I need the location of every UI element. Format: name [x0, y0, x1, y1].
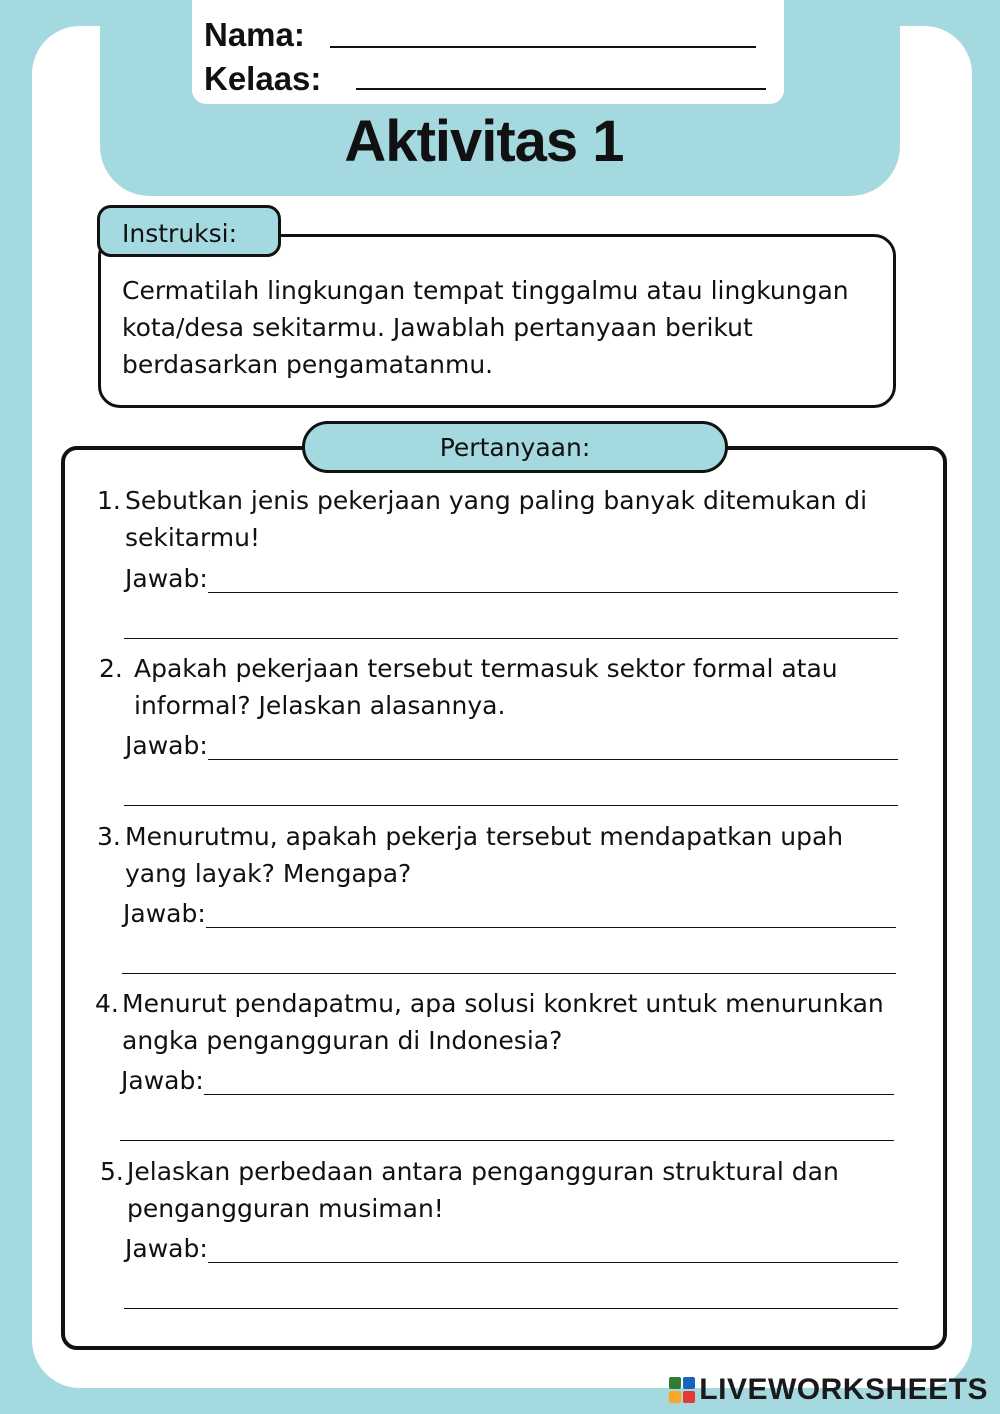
answer-line[interactable] [120, 1140, 894, 1141]
question-line: Apakah pekerjaan tersebut termasuk sektor formal atau [134, 654, 838, 683]
instruction-line: kota/desa sekitarmu. Jawablah pertanyaan berikut [122, 313, 753, 342]
answer-line[interactable] [122, 973, 896, 974]
question-text [125, 482, 905, 556]
answer-line[interactable] [208, 592, 898, 593]
question-line: Menurutmu, apakah pekerja tersebut mendapatkan upah [125, 822, 844, 851]
question-number: 5. [100, 1157, 124, 1186]
question-line: angka pengangguran di Indonesia? [122, 1026, 563, 1055]
question-text [134, 650, 914, 724]
answer-line[interactable] [208, 1262, 898, 1263]
logo-square [683, 1377, 695, 1389]
question-line: Sebutkan jenis pekerjaan yang paling banyak ditemukan di [125, 486, 868, 515]
question-number: 1. [97, 486, 121, 515]
answer-label: Jawab: [121, 1066, 204, 1095]
logo-square [669, 1377, 681, 1389]
logo-square [669, 1391, 681, 1403]
answer-line[interactable] [206, 927, 896, 928]
question-number: 4. [95, 989, 119, 1018]
question-text [122, 985, 902, 1059]
answer-label: Jawab: [125, 731, 208, 760]
liveworksheets-brand[interactable] [669, 1374, 988, 1406]
question-line: Menurut pendapatmu, apa solusi konkret untuk menurunkan [122, 989, 884, 1018]
question-number: 2. [99, 654, 123, 683]
answer-label: Jawab: [125, 564, 208, 593]
question-line: pengangguran musiman! [127, 1194, 444, 1223]
nama-input-line[interactable] [330, 46, 756, 48]
question-text [125, 818, 905, 892]
brand-text: LIVEWORKSHEETS [699, 1373, 988, 1406]
question-line: sekitarmu! [125, 523, 261, 552]
nama-label: Nama: [204, 16, 305, 53]
answer-label: Jawab: [125, 1234, 208, 1263]
answer-line[interactable] [124, 1308, 898, 1309]
questions-tab: Pertanyaan: [302, 421, 728, 473]
liveworksheets-logo-icon [669, 1377, 695, 1403]
answer-line[interactable] [124, 638, 898, 639]
instruction-line: Cermatilah lingkungan tempat tinggalmu atau lingkungan [122, 276, 849, 305]
question-line: Jelaskan perbedaan antara pengangguran struktural dan [127, 1157, 839, 1186]
question-line: yang layak? Mengapa? [125, 859, 412, 888]
instruction-line: berdasarkan pengamatanmu. [122, 350, 494, 379]
page-title: Aktivitas 1 [344, 109, 624, 174]
kelas-input-line[interactable] [356, 88, 766, 90]
answer-line[interactable] [208, 759, 898, 760]
question-text [127, 1153, 907, 1227]
answer-label: Jawab: [123, 899, 206, 928]
answer-line[interactable] [204, 1094, 894, 1095]
instruction-text [122, 272, 872, 383]
kelas-label: Kelaas: [204, 60, 322, 97]
answer-line[interactable] [124, 805, 898, 806]
question-number: 3. [97, 822, 121, 851]
logo-square [683, 1391, 695, 1403]
question-line: informal? Jelaskan alasannya. [134, 691, 506, 720]
instruction-tab: Instruksi: [97, 205, 281, 257]
